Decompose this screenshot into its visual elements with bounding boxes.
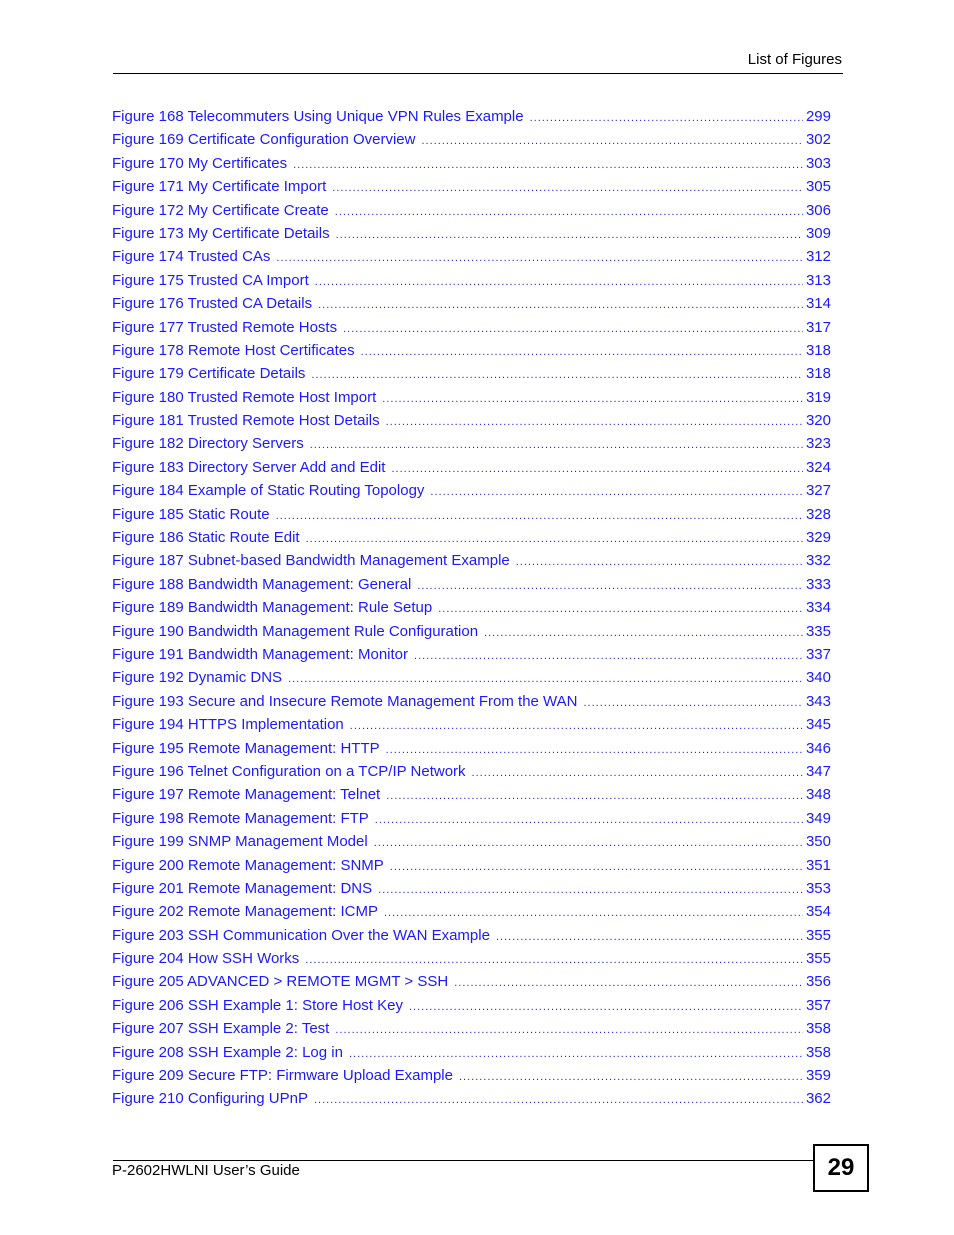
toc-entry-link[interactable] bbox=[112, 900, 831, 923]
header-title: List of Figures bbox=[747, 51, 842, 68]
toc-entry-label: Figure 171 My Certificate Import bbox=[112, 178, 327, 196]
toc-entry-label: Figure 206 SSH Example 1: Store Host Key bbox=[112, 996, 403, 1014]
toc-entry-link[interactable] bbox=[112, 549, 831, 572]
toc-entry-link[interactable] bbox=[112, 362, 831, 385]
toc-entry-link[interactable] bbox=[112, 316, 831, 339]
toc-entry-link[interactable] bbox=[112, 596, 831, 619]
toc-entry-page: 345 bbox=[805, 716, 831, 734]
toc-entry-label: Figure 178 Remote Host Certificates bbox=[112, 341, 355, 359]
toc-entry-label: Figure 197 Remote Management: Telnet bbox=[112, 786, 381, 804]
toc-entry-link[interactable] bbox=[112, 222, 831, 245]
toc-entry-link[interactable] bbox=[112, 877, 831, 900]
toc-entry-label: Figure 189 Bandwidth Management: Rule Setup bbox=[112, 599, 433, 617]
toc-entry-link[interactable] bbox=[112, 456, 831, 479]
toc-entry-page: 357 bbox=[805, 996, 831, 1014]
toc-entry-link[interactable] bbox=[112, 479, 831, 502]
toc-entry-label: Figure 187 Subnet-based Bandwidth Management Example bbox=[112, 552, 510, 570]
toc-entry-link[interactable] bbox=[112, 666, 831, 689]
toc-entry-link[interactable] bbox=[112, 760, 831, 783]
dot-leader bbox=[409, 996, 803, 1017]
dot-leader bbox=[421, 130, 802, 151]
toc-entry-link[interactable] bbox=[112, 503, 831, 526]
header-rule bbox=[113, 73, 843, 74]
toc-entry-page: 327 bbox=[805, 482, 831, 500]
toc-entry-label: Figure 191 Bandwidth Management: Monitor bbox=[112, 645, 409, 663]
toc-entry-link[interactable] bbox=[112, 1087, 831, 1110]
toc-entry-page: 349 bbox=[805, 809, 831, 827]
toc-entry-label: Figure 179 Certificate Details bbox=[112, 365, 306, 383]
dot-leader bbox=[459, 1066, 803, 1087]
toc-entry-link[interactable] bbox=[112, 386, 831, 409]
toc-entry-page: 302 bbox=[805, 131, 831, 149]
toc-entry-page: 358 bbox=[805, 1020, 831, 1038]
dot-leader bbox=[311, 364, 803, 385]
dot-leader bbox=[430, 481, 803, 502]
toc-entry-label: Figure 194 HTTPS Implementation bbox=[112, 716, 344, 734]
toc-entry-page: 329 bbox=[805, 529, 831, 547]
toc-entry-link[interactable] bbox=[112, 924, 831, 947]
toc-entry-link[interactable] bbox=[112, 1064, 831, 1087]
dot-leader bbox=[516, 551, 803, 572]
dot-leader bbox=[288, 668, 803, 689]
toc-entry-page: 359 bbox=[805, 1067, 831, 1085]
dot-leader bbox=[335, 201, 803, 222]
toc-entry-page: 347 bbox=[805, 762, 831, 780]
toc-entry-link[interactable] bbox=[112, 292, 831, 315]
dot-leader bbox=[454, 972, 803, 993]
toc-entry-label: Figure 204 How SSH Works bbox=[112, 950, 300, 968]
toc-entry-label: Figure 177 Trusted Remote Hosts bbox=[112, 318, 338, 336]
dot-leader bbox=[414, 645, 803, 666]
dot-leader bbox=[336, 224, 803, 245]
toc-entry-label: Figure 188 Bandwidth Management: General bbox=[112, 575, 412, 593]
toc-entry-link[interactable] bbox=[112, 690, 831, 713]
toc-entry-label: Figure 200 Remote Management: SNMP bbox=[112, 856, 384, 874]
toc-entry-page: 328 bbox=[805, 505, 831, 523]
toc-entry-link[interactable] bbox=[112, 245, 831, 268]
toc-entry-label: Figure 203 SSH Communication Over the WAN Example bbox=[112, 926, 490, 944]
dot-leader bbox=[293, 154, 803, 175]
toc-entry-page: 318 bbox=[805, 365, 831, 383]
toc-entry-link[interactable] bbox=[112, 620, 831, 643]
dot-leader bbox=[530, 107, 803, 128]
toc-entry-page: 309 bbox=[805, 224, 831, 242]
dot-leader bbox=[584, 692, 803, 713]
toc-entry-page: 337 bbox=[805, 645, 831, 663]
dot-leader bbox=[484, 622, 803, 643]
toc-entry-page: 313 bbox=[805, 271, 831, 289]
toc-entry-label: Figure 193 Secure and Insecure Remote Management From the WAN bbox=[112, 692, 578, 710]
toc-entry-page: 319 bbox=[805, 388, 831, 406]
toc-entry-label: Figure 202 Remote Management: ICMP bbox=[112, 903, 378, 921]
toc-entry-label: Figure 175 Trusted CA Import bbox=[112, 271, 309, 289]
dot-leader bbox=[496, 926, 803, 947]
toc-entry-page: 351 bbox=[805, 856, 831, 874]
toc-entry-link[interactable] bbox=[112, 175, 831, 198]
toc-entry-label: Figure 170 My Certificates bbox=[112, 154, 288, 172]
toc-entry-label: Figure 198 Remote Management: FTP bbox=[112, 809, 369, 827]
toc-entry-page: 348 bbox=[805, 786, 831, 804]
dot-leader bbox=[472, 762, 803, 783]
toc-entry-label: Figure 209 Secure FTP: Firmware Upload Example bbox=[112, 1067, 453, 1085]
toc-entry-label: Figure 172 My Certificate Create bbox=[112, 201, 329, 219]
dot-leader bbox=[386, 739, 803, 760]
toc-entry-link[interactable] bbox=[112, 1041, 831, 1064]
dot-leader bbox=[438, 598, 803, 619]
toc-entry-label: Figure 181 Trusted Remote Host Details bbox=[112, 412, 380, 430]
toc-entry-label: Figure 190 Bandwidth Management Rule Configuration bbox=[112, 622, 479, 640]
dot-leader bbox=[386, 785, 803, 806]
toc-entry-page: 350 bbox=[805, 833, 831, 851]
dot-leader bbox=[378, 879, 803, 900]
dot-leader bbox=[390, 856, 803, 877]
toc-entry-label: Figure 199 SNMP Management Model bbox=[112, 833, 368, 851]
toc-entry-label: Figure 176 Trusted CA Details bbox=[112, 295, 313, 313]
toc-entry-label: Figure 195 Remote Management: HTTP bbox=[112, 739, 380, 757]
toc-entry-label: Figure 183 Directory Server Add and Edit bbox=[112, 458, 386, 476]
toc-entry-link[interactable] bbox=[112, 269, 831, 292]
toc-entry-page: 335 bbox=[805, 622, 831, 640]
dot-leader bbox=[391, 458, 802, 479]
toc-entry-link[interactable] bbox=[112, 643, 831, 666]
toc-entry-link[interactable] bbox=[112, 199, 831, 222]
toc-entry-link[interactable] bbox=[112, 339, 831, 362]
dot-leader bbox=[417, 575, 803, 596]
dot-leader bbox=[332, 177, 803, 198]
toc-entry-link[interactable] bbox=[112, 526, 831, 549]
toc-entry-page: 303 bbox=[805, 154, 831, 172]
toc-entry-label: Figure 169 Certificate Configuration Overview bbox=[112, 131, 416, 149]
dot-leader bbox=[382, 388, 803, 409]
dot-leader bbox=[361, 341, 803, 362]
dot-leader bbox=[375, 809, 803, 830]
dot-leader bbox=[349, 1043, 803, 1064]
toc-entry-label: Figure 174 Trusted CAs bbox=[112, 248, 271, 266]
dot-leader bbox=[350, 715, 803, 736]
toc-entry-link[interactable] bbox=[112, 854, 831, 877]
toc-entry-page: 346 bbox=[805, 739, 831, 757]
toc-entry-label: Figure 201 Remote Management: DNS bbox=[112, 879, 373, 897]
toc-entry-link[interactable] bbox=[112, 737, 831, 760]
footer-rule bbox=[113, 1160, 813, 1161]
toc-entry-page: 318 bbox=[805, 341, 831, 359]
toc-entry-link[interactable] bbox=[112, 830, 831, 853]
footer-guide-title: P-2602HWLNI User’s Guide bbox=[112, 1162, 300, 1179]
toc-entry-page: 324 bbox=[805, 458, 831, 476]
toc-entry-page: 334 bbox=[805, 599, 831, 617]
toc-entry-label: Figure 182 Directory Servers bbox=[112, 435, 304, 453]
dot-leader bbox=[314, 1089, 803, 1110]
toc-entry-link[interactable] bbox=[112, 1017, 831, 1040]
dot-leader bbox=[306, 528, 803, 549]
dot-leader bbox=[310, 434, 803, 455]
toc-entry-page: 323 bbox=[805, 435, 831, 453]
toc-entry-page: 314 bbox=[805, 295, 831, 313]
dot-leader bbox=[318, 294, 803, 315]
toc-entry-link[interactable] bbox=[112, 432, 831, 455]
dot-leader bbox=[374, 832, 803, 853]
toc-entry-page: 356 bbox=[805, 973, 831, 991]
toc-entry-label: Figure 207 SSH Example 2: Test bbox=[112, 1020, 330, 1038]
dot-leader bbox=[384, 902, 803, 923]
toc-entry-page: 354 bbox=[805, 903, 831, 921]
toc-entry-label: Figure 196 Telnet Configuration on a TCP/IP Network bbox=[112, 762, 466, 780]
toc-entry-page: 299 bbox=[805, 108, 831, 125]
toc-entry-link[interactable] bbox=[112, 783, 831, 806]
toc-entry-page: 340 bbox=[805, 669, 831, 687]
toc-entry-link[interactable] bbox=[112, 807, 831, 830]
toc-entry-label: Figure 173 My Certificate Details bbox=[112, 224, 330, 242]
toc-entry-link[interactable] bbox=[112, 994, 831, 1017]
toc-entry-page: 358 bbox=[805, 1043, 831, 1061]
toc-entry-link[interactable] bbox=[112, 128, 831, 151]
toc-entry-label: Figure 186 Static Route Edit bbox=[112, 529, 300, 547]
toc-entry-label: Figure 185 Static Route bbox=[112, 505, 270, 523]
toc-entry-page: 320 bbox=[805, 412, 831, 430]
toc-entry-label: Figure 205 ADVANCED > REMOTE MGMT > SSH bbox=[112, 973, 449, 991]
dot-leader bbox=[276, 247, 803, 268]
dot-leader bbox=[343, 318, 803, 339]
toc-entry-page: 355 bbox=[805, 950, 831, 968]
toc-entry-label: Figure 210 Configuring UPnP bbox=[112, 1090, 308, 1108]
toc-entry-link[interactable] bbox=[112, 152, 831, 175]
page-number-box bbox=[813, 1144, 869, 1192]
toc-entry-label: Figure 180 Trusted Remote Host Import bbox=[112, 388, 377, 406]
list-of-figures bbox=[112, 105, 831, 1111]
toc-entry-link[interactable] bbox=[112, 573, 831, 596]
dot-leader bbox=[315, 271, 803, 292]
toc-entry-page: 332 bbox=[805, 552, 831, 570]
toc-entry-label: Figure 184 Example of Static Routing Topology bbox=[112, 482, 425, 500]
toc-entry-page: 355 bbox=[805, 926, 831, 944]
page-number: 29 bbox=[827, 1154, 855, 1181]
dot-leader bbox=[386, 411, 803, 432]
toc-entry-link[interactable] bbox=[112, 947, 831, 970]
toc-entry-label: Figure 192 Dynamic DNS bbox=[112, 669, 283, 687]
toc-entry-link[interactable] bbox=[112, 970, 831, 993]
toc-entry-page: 312 bbox=[805, 248, 831, 266]
toc-entry-page: 305 bbox=[805, 178, 831, 196]
toc-entry-page: 362 bbox=[805, 1090, 831, 1108]
toc-entry-page: 333 bbox=[805, 575, 831, 593]
toc-entry-link[interactable] bbox=[112, 409, 831, 432]
dot-leader bbox=[276, 505, 803, 526]
toc-entry-page: 353 bbox=[805, 879, 831, 897]
toc-entry-label: Figure 168 Telecommuters Using Unique VPN Rules Example bbox=[112, 108, 524, 125]
dot-leader bbox=[305, 949, 803, 970]
toc-entry-label: Figure 208 SSH Example 2: Log in bbox=[112, 1043, 343, 1061]
toc-entry-page: 343 bbox=[805, 692, 831, 710]
toc-entry-page: 306 bbox=[805, 201, 831, 219]
toc-entry-page: 317 bbox=[805, 318, 831, 336]
dot-leader bbox=[335, 1019, 803, 1040]
toc-entry-link[interactable] bbox=[112, 713, 831, 736]
toc-entry-link[interactable] bbox=[112, 105, 831, 128]
